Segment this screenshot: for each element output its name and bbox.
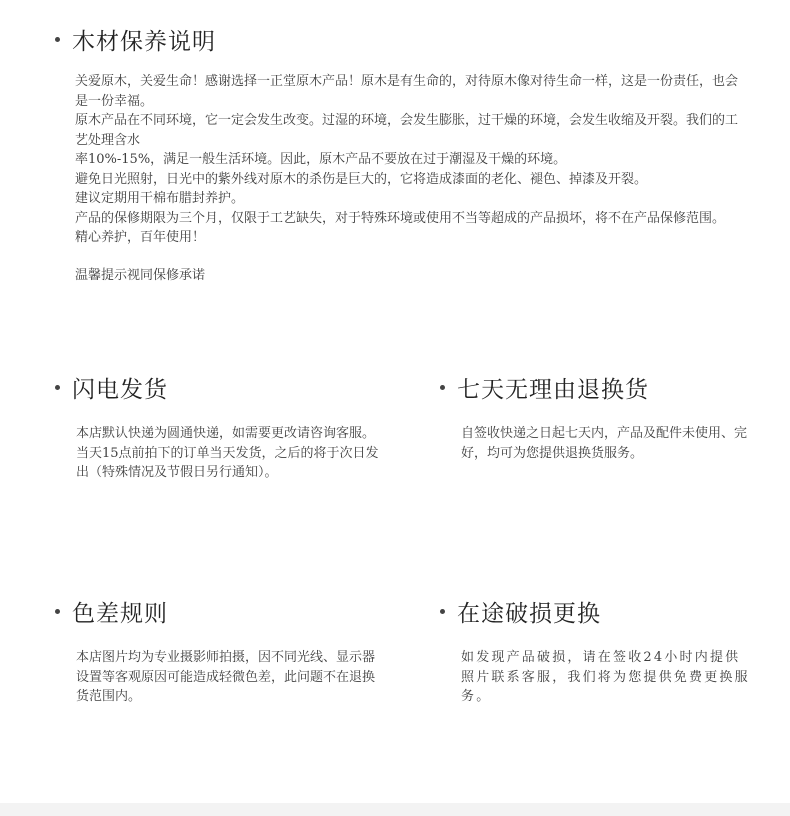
- returns-heading: [440, 372, 750, 402]
- care-paragraph: 原木产品在不同环境，它一定会发生改变。过湿的环境，会发生膨胀，过干燥的环境，会发生收缩及开裂。我们的工艺处理含水: [75, 113, 739, 148]
- shipping-heading: [55, 372, 385, 402]
- shipping-section: [55, 372, 385, 483]
- bullet-icon: [440, 609, 445, 614]
- care-body: [55, 72, 745, 285]
- bullet-icon: [440, 385, 445, 390]
- care-paragraph: 关爱原木，关爱生命！感谢选择一正堂原木产品！原木是有生命的，对待原木像对待生命一样，这是一份责任，也会是一份幸福。: [75, 74, 739, 109]
- returns-section: [440, 372, 750, 463]
- care-paragraph: 产品的保修期限为三个月，仅限于工艺缺失，对于特殊环境或使用不当等超成的产品损坏，将不在产品保修范围。: [75, 210, 726, 226]
- shipping-text: 本店默认快递为圆通快递，如需要更改请咨询客服。当天15点前拍下的订单当天发货，之后的将于次日发出（特殊情况及节假日另行通知）。: [76, 426, 379, 480]
- color-diff-heading: [55, 596, 385, 626]
- care-paragraph: 避免日光照射，日光中的紫外线对原木的杀伤是巨大的，它将造成漆面的老化、褪色、掉漆及开裂。: [75, 171, 648, 187]
- returns-text: 自签收快递之日起七天内，产品及配件未使用、完好，均可为您提供退换货服务。: [461, 426, 748, 461]
- damage-title: 在途破损更换: [457, 600, 601, 627]
- care-heading: [55, 24, 745, 54]
- bullet-icon: [55, 37, 60, 42]
- care-note: 温馨提示视同保修承诺: [75, 267, 206, 283]
- care-paragraph: 建议定期用干棉布腊封养护。: [75, 191, 245, 206]
- care-section: [55, 24, 745, 285]
- shipping-title: 闪电发货: [72, 376, 168, 403]
- returns-title: 七天无理由退换货: [457, 376, 649, 403]
- care-title: 木材保养说明: [72, 28, 216, 55]
- color-diff-text: 本店图片均为专业摄影师拍摄，因不同光线、显示器设置等客观原因可能造成轻微色差，此问题不在退换货范围内。: [76, 650, 376, 704]
- care-paragraph: 率10%-15%，满足一般生活环境。因此，原木产品不要放在过于潮湿及干燥的环境。: [75, 152, 567, 167]
- bullet-icon: [55, 609, 60, 614]
- bullet-icon: [55, 385, 60, 390]
- damage-section: [440, 596, 750, 707]
- damage-text: 如发现产品破损，请在签收24小时内提供照片联系客服，我们将为您提供免费更换服务。: [461, 650, 750, 704]
- color-diff-title: 色差规则: [72, 600, 168, 627]
- damage-heading: [440, 596, 750, 626]
- care-paragraph: 精心养护，百年使用！: [75, 230, 206, 245]
- color-diff-section: [55, 596, 385, 707]
